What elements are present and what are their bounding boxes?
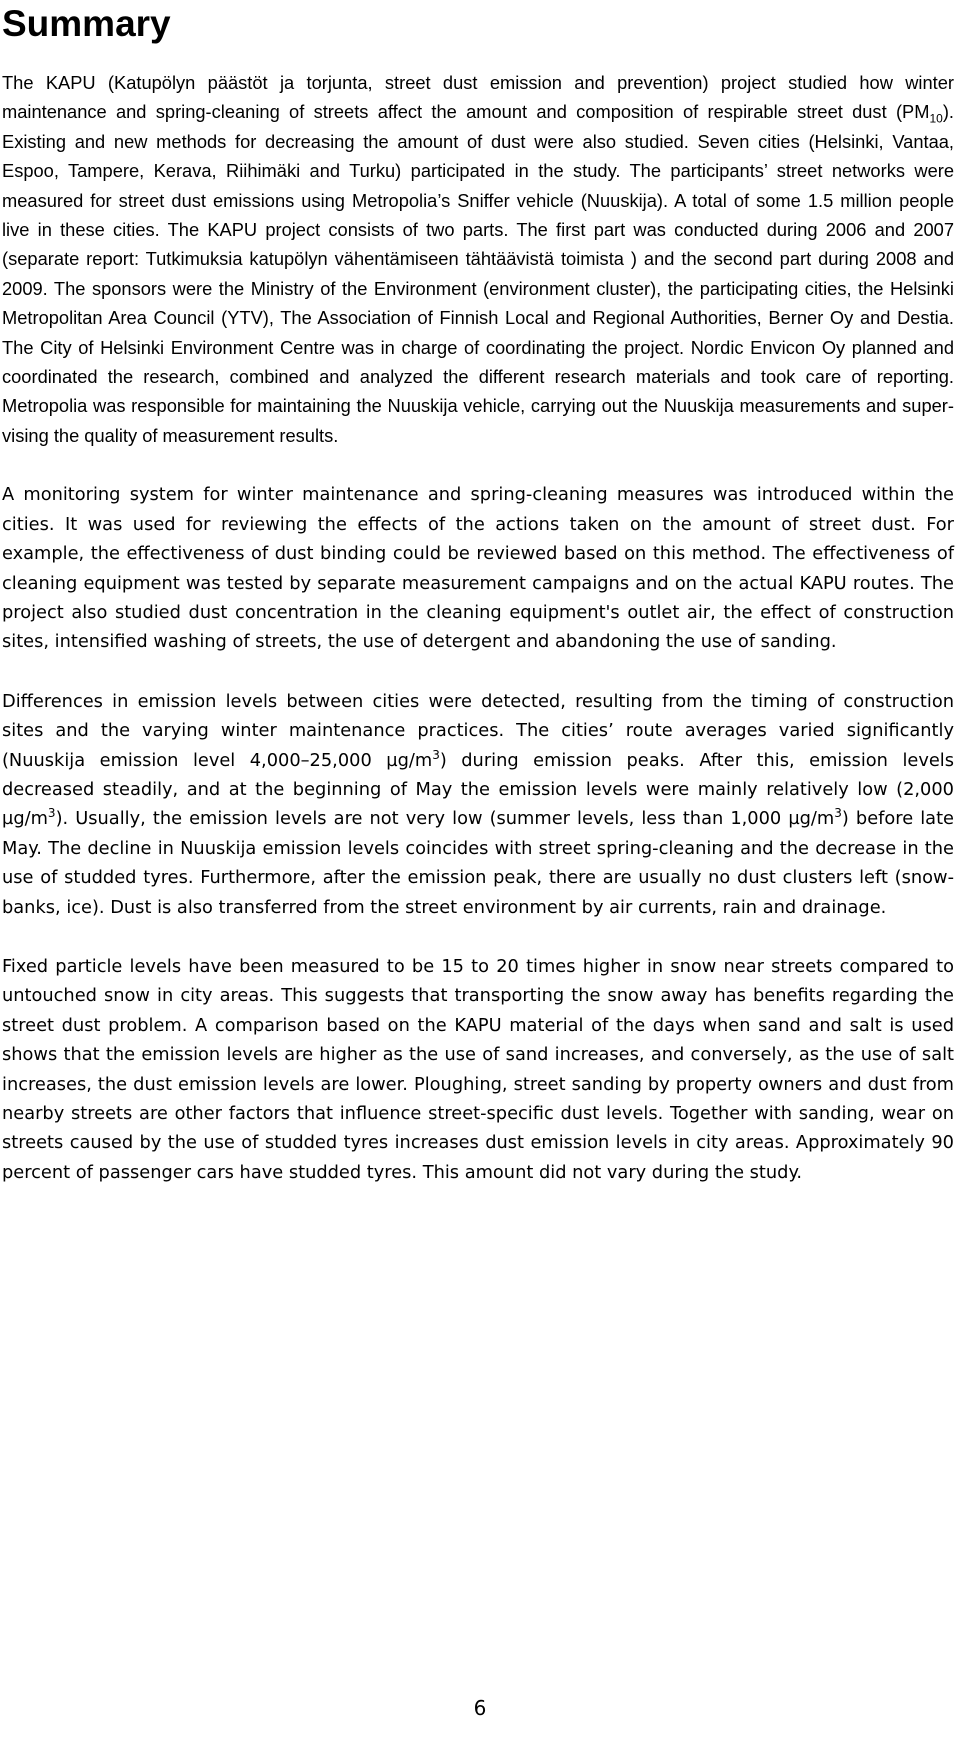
document-page bbox=[2, 0, 954, 1217]
page-title: Summary bbox=[2, 3, 171, 44]
superscript: 3 bbox=[47, 806, 56, 821]
paragraph-4: Fixed particle levels have been measured to be 15 to 20 times higher in snow near streets compared to untouched snow in city areas. This suggests that transporting the snow away has benefits regarding the street dust problem. A comparison based on the KAPU material of the days when sand and salt is used shows that the emission levels are higher as the use of sand increases, and conversely, as the use of salt increases, the dust emission levels are lower. Ploughing, street sanding by property owners and dust from nearby streets are other factors that influence street-specific dust levels. Together with sanding, wear on streets caused by the use of studded tyres increases dust emission levels in city areas. Approximately 90 percent of passenger cars have studded tyres. This amount did not vary during the study. bbox=[2, 955, 954, 1183]
paragraph-3: Differences in emission levels between cities were detected, resulting from the timing of construction sites and the varying winter maintenance practices. The cities’ route averages varied significantly (Nuuskija emission level 4,000–25,000 $\mu g/m^3$) during emission peaks. After this, emission levels decreased steadily, and at the beginning of May the emission levels were mainly relatively low (2,000 $\mu g/m^3$). Usually, the emission levels are not very low (summer levels, less than 1,000 $\mu g/m^3$) before late May. The decline in Nuuskija emission levels coincides with street spring-cleaning and the decrease in the use of studded tyres. Furthermore, after the emission peak, there are usually no dust clusters left (snowbanks, ice). Dust is also transferred from the street environment by air currents, rain and drainage. bbox=[2, 690, 955, 918]
page-number: 6 bbox=[473, 1696, 487, 1720]
paragraph-2: A monitoring system for winter maintenance and spring-cleaning measures was introduced within the cities. It was used for reviewing the effects of the actions taken on the amount of street dust. For example, the effectiveness of dust binding could be reviewed based on this method. The effectiveness of cleaning equipment was tested by separate measurement campaigns and on the actual KAPU routes. The project also studied dust concentration in the cleaning equipment's outlet air, the effect of construction sites, intensified washing of streets, the use of detergent and abandoning the use of sanding. bbox=[2, 484, 954, 653]
subscript: 10 bbox=[929, 112, 943, 127]
paragraph-1: The KAPU (Katupölyn päästöt ja torjunta, street dust emission and prevention) project studied how winter maintenance and spring-cleaning of streets affect the amount and composition of respirable street dust $(PM_{10})$. Existing and new methods for decreasing the amount of dust were also studied. Seven cities (Helsinki, Vantaa, Espoo, Tampere, Kerava, Riihimäki and Turku) participated in the study. The participants’ street networks were measured for street dust emissions using Metropolia’s Sniffer vehicle (Nuuskija). A total of some 1.5 million people live in these cities. The KAPU project consists of two parts. The first part was conducted during 2006 and 2007 (separate report: Tutkimuksia katupölyn vähentämiseen tähtäävistä toimista ) and the second part during 2008 and 2009. The sponsors were the Ministry of the Environment (environment cluster), the participating cities, the Helsinki Metropolitan Area Council (YTV), The Association of Finnish Local and Regional Authorities, Berner Oy and Destia. The City of Helsinki Environment Centre was in charge of coordinating the project. Nordic Envicon Oy planned and coordinated the research, combined and analyzed the different research materials and took care of reporting. Metropolia was responsible for maintaining the Nuuskija vehicle, carrying out the Nuuskija measurements and supervising the quality of measurement results. bbox=[2, 72, 954, 446]
body-text bbox=[2, 68, 954, 1187]
superscript: 3 bbox=[432, 747, 440, 762]
superscript: 3 bbox=[834, 806, 842, 821]
